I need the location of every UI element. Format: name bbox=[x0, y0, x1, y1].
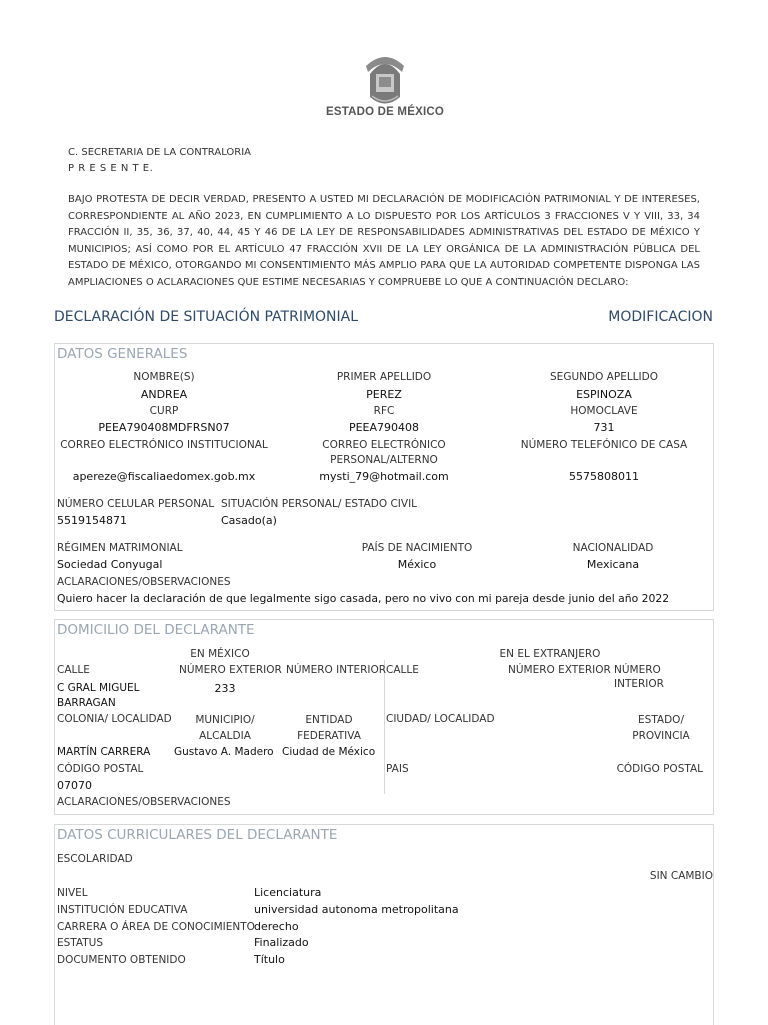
presente: P R E S E N T E. bbox=[68, 163, 154, 174]
recipient: C. SECRETARIA DE LA CONTRALORIA bbox=[68, 147, 252, 158]
logo-wordmark: ESTADO DE MÉXICO bbox=[326, 106, 444, 118]
calle-value: C GRAL MIGUEL BARRAGAN bbox=[57, 682, 140, 709]
colonia-value: MARTÍN CARRERA bbox=[57, 746, 151, 758]
entidad-label: ENTIDAD FEDERATIVA bbox=[297, 714, 361, 742]
celular-label: NÚMERO CELULAR PERSONAL bbox=[57, 498, 215, 510]
tel-casa-label: NÚMERO TELEFÓNICO DE CASA bbox=[520, 439, 688, 451]
estado-prov-label: ESTADO/ PROVINCIA bbox=[632, 714, 690, 742]
celular-value: 5519154871 bbox=[57, 514, 127, 527]
colonia-label: COLONIA/ LOCALIDAD bbox=[57, 713, 172, 725]
cp-value: 07070 bbox=[57, 779, 92, 792]
estatus-label: ESTATUS bbox=[57, 937, 104, 949]
aclaraciones-value: Quiero hacer la declaración de que legalmente sigo casada, pero no vivo con mi pareja desde junio del año 2022 bbox=[57, 592, 670, 605]
extranjero-label: EN EL EXTRANJERO bbox=[499, 648, 601, 660]
municipio-value: Gustavo A. Madero bbox=[174, 746, 274, 758]
apellido2-label: SEGUNDO APELLIDO bbox=[550, 371, 658, 383]
section-title: DOMICILIO DEL DECLARANTE bbox=[57, 622, 255, 638]
entidad-value: Ciudad de México bbox=[282, 746, 376, 758]
carrera-label: CARRERA O ÁREA DE CONOCIMIENTO bbox=[57, 921, 255, 933]
nivel-label: NIVEL bbox=[57, 887, 88, 899]
num-int-label: NÚMERO INTERIOR bbox=[286, 664, 387, 676]
nacionalidad-label: NACIONALIDAD bbox=[572, 542, 654, 554]
tel-casa-value: 5575808011 bbox=[569, 470, 639, 483]
apellido1-value: PEREZ bbox=[366, 388, 402, 401]
aclaraciones-label: ACLARACIONES/OBSERVACIONES bbox=[57, 796, 231, 808]
documento-value: Título bbox=[254, 953, 285, 966]
document-title: DECLARACIÓN DE SITUACIÓN PATRIMONIAL bbox=[54, 309, 359, 325]
calle-label: CALLE bbox=[57, 664, 90, 676]
escolaridad-label: ESCOLARIDAD bbox=[57, 853, 133, 865]
estado-civil-label: SITUACIÓN PERSONAL/ ESTADO CIVIL bbox=[221, 498, 418, 510]
correo-pers-value: mysti_79@hotmail.com bbox=[319, 470, 449, 483]
homoclave-value: 731 bbox=[593, 421, 615, 434]
rfc-value: PEEA790408 bbox=[348, 421, 420, 434]
estatus-value: Finalizado bbox=[254, 936, 309, 949]
curp-label: CURP bbox=[149, 405, 179, 417]
institucion-label: INSTITUCIÓN EDUCATIVA bbox=[57, 904, 188, 916]
curp-value: PEEA790408MDFRSN07 bbox=[98, 421, 230, 434]
pais-nac-value: México bbox=[397, 558, 437, 571]
apellido2-value: ESPINOZA bbox=[576, 388, 632, 401]
num-int-ext-label: NÚMERO INTERIOR bbox=[614, 664, 664, 690]
num-ext-label: NÚMERO EXTERIOR bbox=[179, 664, 282, 676]
calle-ext-label: CALLE bbox=[386, 664, 419, 676]
nombre-label: NOMBRE(S) bbox=[133, 371, 195, 383]
apellido1-label: PRIMER APELLIDO bbox=[336, 371, 432, 383]
carrera-value: derecho bbox=[254, 920, 299, 933]
nivel-value: Licenciatura bbox=[254, 886, 322, 899]
curriculares-section bbox=[54, 824, 714, 1025]
pais-nac-label: PAÍS DE NACIMIENTO bbox=[361, 542, 473, 554]
nacionalidad-value: Mexicana bbox=[586, 558, 640, 571]
intro-paragraph: BAJO PROTESTA DE DECIR VERDAD, PRESENTO A USTED MI DECLARACIÓN DE MODIFICACIÓN PATRIMONIAL Y DE INTERESES, CORRESPONDIENTE AL AÑO 2023, EN CUMPLIMIENTO A LO DISPUESTO POR LOS ARTÍCULOS 3 FRACCIONES V Y VIII, 33, 34 FRACCIÓN II, 35, 36, 37, 40, 44, 45 Y 46 DE LA LEY DE RESPONSABILIDADES ADMINISTRATIVAS DEL ESTADO DE MÉXICO Y MUNICIPIOS; ASÍ COMO POR EL ARTÍCULO 47 FRACCIÓN XVII DE LA LEY ORGÁNICA DE LA ADMINISTRACIÓN PÚBLICA DEL ESTADO DE MÉXICO, OTORGANDO MI CONSENTIMIENTO MÁS AMPLIO PARA QUE LA AUTORIDAD COMPETENTE DISPONGA LAS AMPLIACIONES O ACLARACIONES QUE ESTIME NECESARIAS Y COMPRUEBE LO QUE A CONTINUACIÓN DECLARO: bbox=[68, 194, 700, 288]
documento-label: DOCUMENTO OBTENIDO bbox=[57, 954, 186, 966]
num-ext-value: 233 bbox=[214, 682, 236, 695]
mexico-label: EN MÉXICO bbox=[190, 648, 250, 660]
cp-ext-label: CÓDIGO POSTAL bbox=[616, 763, 703, 775]
homoclave-label: HOMOCLAVE bbox=[570, 405, 638, 417]
regimen-label: RÉGIMEN MATRIMONIAL bbox=[57, 542, 183, 554]
status-badge: SIN CAMBIO bbox=[649, 870, 713, 882]
correo-inst-label: CORREO ELECTRÓNICO INSTITUCIONAL bbox=[60, 439, 268, 451]
section-title: DATOS CURRICULARES DEL DECLARANTE bbox=[57, 827, 338, 843]
num-ext-ext-label: NÚMERO EXTERIOR bbox=[508, 664, 611, 676]
correo-inst-value: apereze@fiscaliaedomex.gob.mx bbox=[72, 470, 256, 483]
correo-pers-label: CORREO ELECTRÓNICO PERSONAL/ALTERNO bbox=[322, 439, 446, 466]
domicilio-section bbox=[54, 619, 714, 815]
aclaraciones-label: ACLARACIONES/OBSERVACIONES bbox=[57, 576, 231, 588]
nombre-value: ANDREA bbox=[140, 388, 188, 401]
pais-label: PAIS bbox=[386, 763, 409, 775]
datos-generales-section bbox=[54, 343, 714, 611]
column-divider bbox=[384, 660, 385, 794]
estado-civil-value: Casado(a) bbox=[221, 514, 277, 527]
regimen-value: Sociedad Conyugal bbox=[57, 558, 163, 571]
section-title: DATOS GENERALES bbox=[57, 346, 188, 362]
ciudad-label: CIUDAD/ LOCALIDAD bbox=[386, 713, 495, 725]
municipio-label: MUNICIPIO/ ALCALDIA bbox=[195, 714, 255, 742]
cp-label: CÓDIGO POSTAL bbox=[57, 763, 144, 775]
institucion-value: universidad autonoma metropolitana bbox=[254, 903, 459, 916]
rfc-label: RFC bbox=[373, 405, 395, 417]
declaration-type: MODIFICACION bbox=[608, 309, 713, 325]
